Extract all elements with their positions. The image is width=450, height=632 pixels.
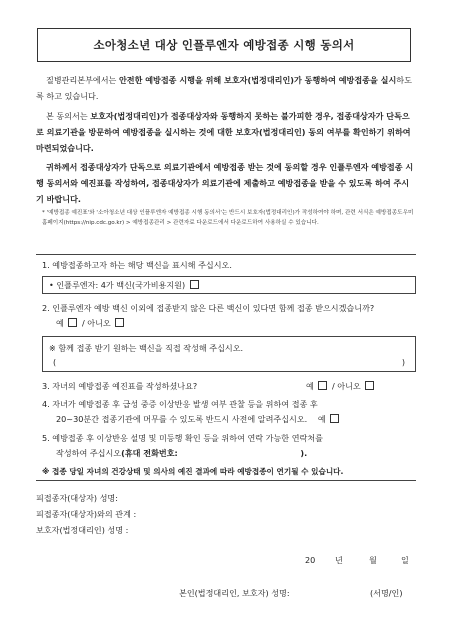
vaccine-option-label: • 인플루엔자: 4가 백신(국가비용지원) xyxy=(49,280,186,290)
intro-paragraph-2 xyxy=(36,108,416,156)
sign-mark[interactable]: (서명/인) xyxy=(370,588,403,598)
date-month-unit: 월 xyxy=(369,555,377,565)
q4-line-1: 4. 자녀가 예방접종 후 급성 중증 이상반응 발생 여부 관찰 등을 위하여 접종 후 xyxy=(42,399,318,409)
q5-line-2-a: 작성하여 주십시오 xyxy=(56,448,122,458)
q3-no-label: / 아니오 xyxy=(331,381,361,391)
q5-phone-label: (휴대 전화번호: xyxy=(121,448,178,458)
intro-p1-c: 하도록 하고 있습니다. xyxy=(36,75,412,101)
intro-paragraph-3: 귀하께서 접종대상자가 단독으로 의료기관에서 예방접종 받는 것에 동의할 경우 인플루엔자 예방접종 시행 동의서와 예진표를 작성하여, 접종대상자가 의료기관에 제출하고 예방접종을 받을 수 있도록 하여 주시기 바랍니다. xyxy=(36,162,414,204)
other-vaccine-open-paren: ( xyxy=(53,357,57,367)
other-vaccine-instruction: ※ 함께 접종 받기 원하는 백신을 직접 작성해 주십시오. xyxy=(49,343,244,353)
form-title-box xyxy=(37,28,411,62)
vaccine-option-box xyxy=(42,276,416,294)
other-vaccine-box xyxy=(42,336,416,372)
postpone-warning: ※ 접종 당일 자녀의 건강상태 및 의사의 예진 결과에 따라 예방접종이 연기될 수 있습니다. xyxy=(42,467,344,476)
other-vaccine-input-row[interactable] xyxy=(49,355,409,369)
q2-yes-checkbox[interactable] xyxy=(68,318,77,327)
q3-yes-checkbox[interactable] xyxy=(318,381,327,390)
guardian-name-label: 보호자(법정대리인) 성명 : xyxy=(36,525,129,535)
q4-yes-checkbox[interactable] xyxy=(330,414,339,423)
other-vaccine-close-paren: ) xyxy=(401,357,405,367)
q3-label: 3. 자녀의 예방접종 예진표를 작성하셨나요? xyxy=(42,381,198,391)
guardian-name-row[interactable] xyxy=(36,522,128,538)
question-2: 2. 인플루엔자 예방 백신 이외에 접종받지 않은 다른 백신이 있다면 함께 접종 받으시겠습니까? xyxy=(42,303,375,313)
q2-no-label: / 아니오 xyxy=(81,318,111,328)
q2-no-checkbox[interactable] xyxy=(115,318,124,327)
section-divider xyxy=(36,254,416,255)
question-1: 1. 예방접종하고자 하는 해당 백신을 표시해 주십시오. xyxy=(42,260,232,270)
recipient-name-label: 피접종자(대상자) 성명: xyxy=(36,493,118,503)
bottom-divider xyxy=(36,480,416,481)
form-title: 소아청소년 대상 인플루엔자 예방접종 시행 동의서 xyxy=(93,38,355,52)
date-year-prefix: 20 xyxy=(305,555,316,565)
question-4 xyxy=(42,397,426,427)
q4-line-2: 20~30분간 접종기관에 머무를 수 있도록 반드시 사전에 알려주십시오. xyxy=(56,414,308,424)
question-5 xyxy=(42,431,426,461)
q3-no-checkbox[interactable] xyxy=(365,381,374,390)
q4-line-2-row xyxy=(42,412,426,427)
recipient-name-row[interactable] xyxy=(36,490,118,506)
date-year-unit: 년 xyxy=(335,555,343,565)
intro-p2-a: 본 동의서는 xyxy=(46,111,88,121)
q3-answer xyxy=(306,379,376,394)
q5-line-2-c: ). xyxy=(300,448,308,458)
q5-line-1: 5. 예방접종 후 이상반응 설명 및 미등행 확인 등을 위하여 연락 가능한 연락처를 xyxy=(42,433,323,443)
intro-paragraph-1 xyxy=(36,72,416,104)
intro-note: * '예방접종 예진표'와 '소아청소년 대상 인플루엔자 예방접종 시행 동의서'는 반드시 보호자(법정대리인)가 작성하여야 하며, 관련 서식은 예방접종도우미 홈페이지(https://nip.cdc.go.kr) > 예방접종관리 > 관련자료 다운로드에서 다운로드하여 사용하실 수 있습니다. xyxy=(42,210,414,226)
self-signature-label: 본인(법정대리인, 보호자) 성명: xyxy=(179,588,290,598)
q2-yes-label: 예 xyxy=(56,318,64,328)
q3-yes-label: 예 xyxy=(306,381,314,391)
intro-p1-a: 질병관리본부에서는 xyxy=(46,75,117,85)
date-row[interactable] xyxy=(305,552,425,568)
question-2-answer xyxy=(56,316,126,331)
question-3 xyxy=(42,379,426,394)
q5-line-2-row xyxy=(42,446,426,461)
intro-p2-b: 보호자(법정대리인)가 접종대상자와 동행하지 못하는 불가피한 경우, 접종대상자가 단독으로 의료기관을 방문하여 예방접종을 실시하는 것에 대한 보호자(법정대리인) 동의 여부를 확인하기 위하여 마련되었습니다. xyxy=(36,111,411,153)
relation-label: 피접종자(대상자)와의 관계 : xyxy=(36,509,137,519)
q4-yes-label: 예 xyxy=(317,414,326,424)
date-day-unit: 일 xyxy=(401,555,409,565)
relation-row[interactable] xyxy=(36,506,136,522)
intro-p1-b: 안전한 예방접종 시행을 위해 보호자(법정대리인)가 동행하여 예방접종을 실시 xyxy=(118,75,397,85)
vaccine-option-checkbox[interactable] xyxy=(190,280,199,289)
